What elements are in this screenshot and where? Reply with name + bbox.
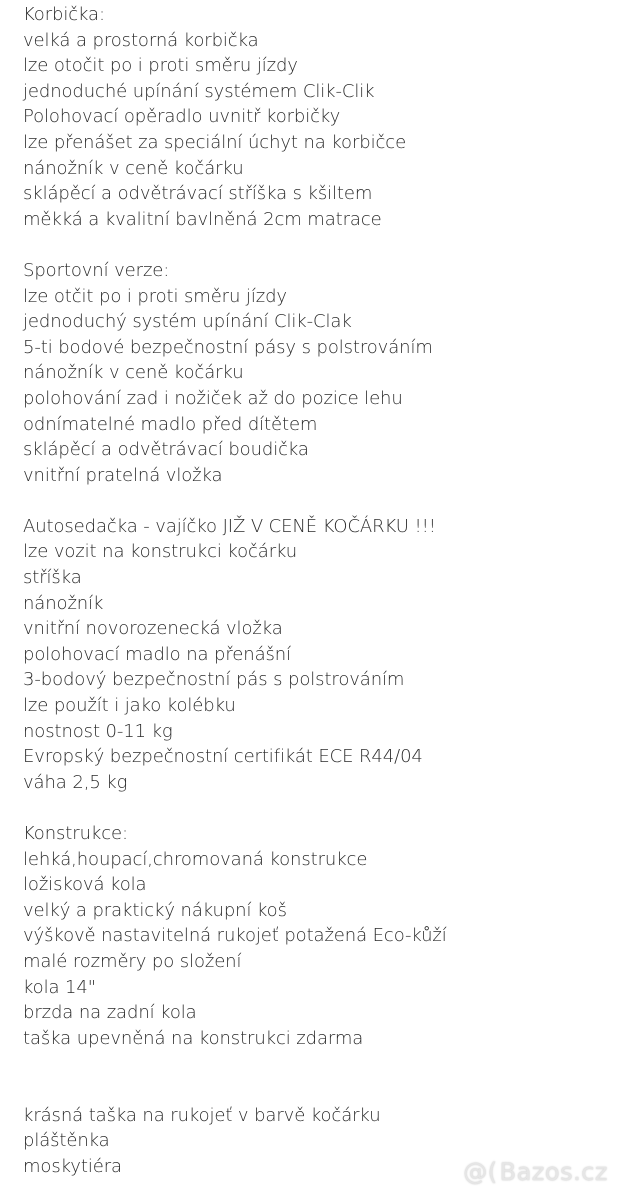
section-sportovni-verze	[23, 258, 618, 488]
section-title: Sportovní verze:	[23, 259, 170, 281]
list-item: ložisková kola	[23, 874, 147, 896]
list-item: jednoduchý systém upínání Clik-Clak	[23, 311, 352, 333]
list-item: nánožník v ceně kočárku	[23, 157, 244, 179]
bazos-watermark	[463, 1158, 608, 1186]
list-item: lehká,houpací,chromovaná konstrukce	[23, 848, 368, 870]
list-item: kola 14"	[23, 976, 96, 998]
list-item: odnímatelné madlo před dítětem	[23, 413, 318, 435]
list-item: jednoduché upínání systémem Clik-Clik	[23, 80, 375, 102]
list-item: polohování zad i nožiček až do pozice lehu	[23, 387, 403, 409]
section-korbicka	[23, 2, 618, 232]
list-item: moskytiéra	[23, 1155, 122, 1177]
list-item: lze otčit po i proti směru jízdy	[23, 285, 287, 307]
list-item: pláštěnka	[23, 1130, 110, 1152]
list-item: stříška	[23, 567, 82, 589]
list-item: Polohovací opěradlo uvnitř korbičky	[23, 106, 341, 128]
list-item: měkká a kvalitní bavlněná 2cm matrace	[23, 208, 382, 230]
list-item: výškově nastavitelná rukojeť potažená Eco-kůží	[23, 925, 447, 947]
list-item: nánožník	[23, 592, 104, 614]
list-item: 5-ti bodové bezpečnostní pásy s polstrováním	[23, 336, 433, 358]
list-item: krásná taška na rukojeť v barvě kočárku	[23, 1104, 381, 1126]
listing-description	[23, 2, 618, 1179]
list-item: lze vozit na konstrukci kočárku	[23, 541, 298, 563]
section-title: Konstrukce:	[23, 823, 128, 844]
list-item: nánožník v ceně kočárku	[23, 362, 244, 384]
section-konstrukce	[23, 821, 618, 1051]
list-item: vnitřní novorozenecká vložka	[23, 618, 283, 640]
list-item: váha 2,5 kg	[23, 771, 128, 793]
at-sign-icon: @(	[463, 1158, 498, 1186]
list-item: vnitřní pratelná vložka	[23, 464, 223, 486]
list-item: lze použít i jako kolébku	[23, 695, 236, 717]
list-item: brzda na zadní kola	[23, 1002, 197, 1024]
list-item: lze přenášet za speciální úchyt na korbičce	[23, 131, 407, 153]
list-item: nostnost 0-11 kg	[23, 720, 173, 742]
spacer	[23, 232, 618, 258]
section-autosedacka	[23, 514, 618, 796]
list-item: velká a prostorná korbička	[23, 29, 259, 51]
list-item: Evropský bezpečnostní certifikát ECE R44/04	[23, 746, 423, 768]
list-item: velký a praktický nákupní koš	[23, 899, 287, 921]
list-item: taška upevněná na konstrukci zdarma	[23, 1027, 364, 1049]
list-item: 3-bodový bezpečnostní pás s polstrováním	[23, 669, 405, 691]
list-item: malé rozměry po složení	[23, 950, 242, 972]
list-item: sklápěcí a odvětrávací stříška s kšiltem	[23, 183, 373, 205]
list-item: polohovací madlo na přenášní	[23, 643, 291, 665]
section-title: Autosedačka - vajíčko JIŽ V CENĚ KOČÁRKU !!!	[23, 515, 436, 537]
spacer	[23, 488, 618, 514]
section-title: Korbička:	[23, 4, 105, 25]
spacer	[23, 1051, 618, 1102]
watermark-text: Bazos.cz	[499, 1158, 608, 1186]
list-item: sklápěcí a odvětrávací boudička	[23, 439, 309, 461]
list-item: lze otočit po i proti směru jízdy	[23, 55, 298, 77]
spacer	[23, 795, 618, 821]
